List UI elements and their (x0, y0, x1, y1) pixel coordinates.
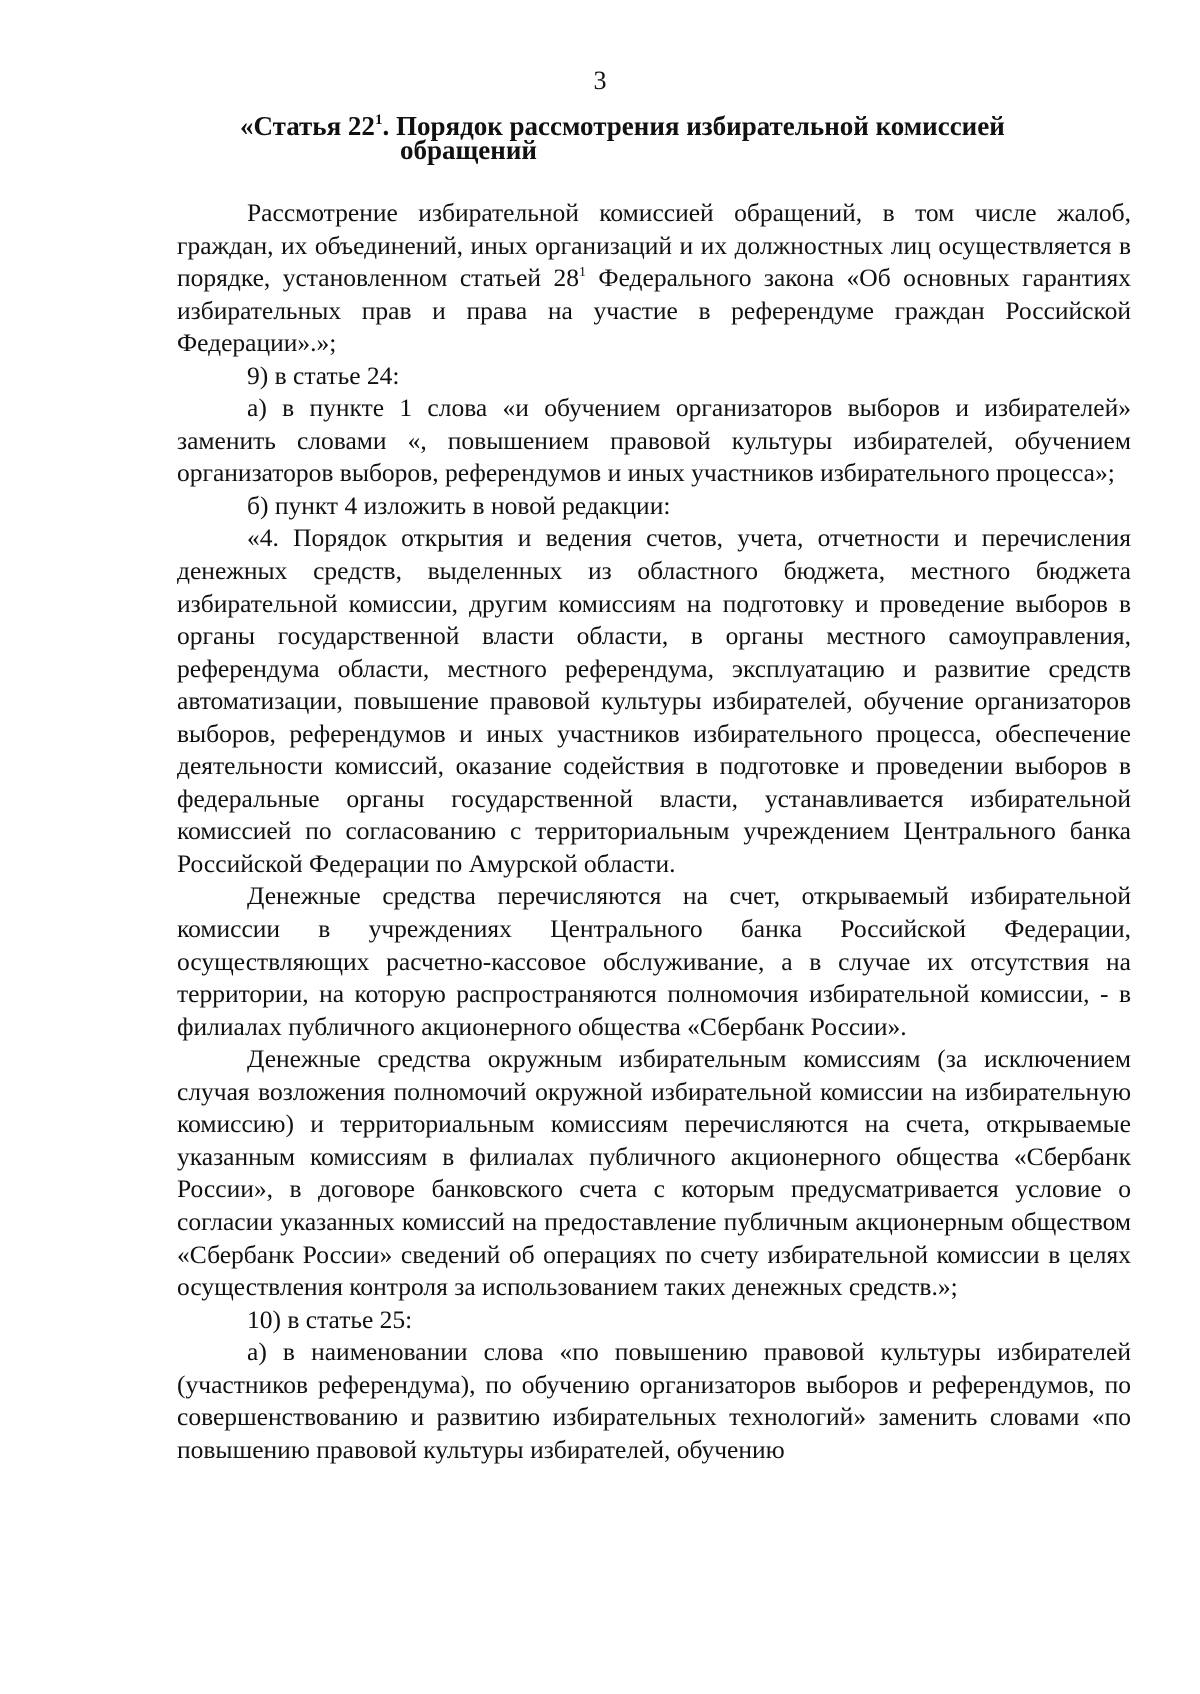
paragraph-consideration-procedure (177, 197, 1131, 360)
article-title (240, 111, 1060, 165)
document-body (177, 197, 1131, 1466)
paragraph-funds-transfer: Денежные средства перечисляются на счет, открываемый избирательной комиссии в учреждениях Центрального банка Российской Федерации, осуществляющих расчетно-кассовое обслуживание, а в случае их отсутствия на территории, на которую распространяются полномочия избирательной комиссии, - в филиалах публичного акционерного общества «Сбербанк России». (177, 881, 1131, 1041)
paragraph-item-9: 9) в статье 24: (247, 360, 400, 390)
paragraph-text: Рассмотрение избирательной комиссией обращений, в том числе жалоб, граждан, их объединений, иных организаций и их должностных лиц осуществляется в порядке, установленном статьей 28 (177, 198, 1131, 293)
paragraph-item-10: 10) в статье 25: (247, 1304, 413, 1334)
paragraph-point-4: «4. Порядок открытия и ведения счетов, учета, отчетности и перечисления денежных средств, выделенных из областного бюджета, местного бюджета избирательной комиссии, другим комиссиям на подготовку и проведение выборов в органы государственной власти области, в органы местного самоуправления, референдума области, местного референдума, эксплуатацию и развитие средств автоматизации, повышение правовой культуры избирателей, обучение организаторов выборов, референдумов и иных участников избирательного процесса, обеспечение деятельности комиссий, оказание содействия в подготовке и проведении выборов в федеральные органы государственной власти, устанавливается избирательной комиссией по согласованию с территориальным учреждением Центрального банка Российской Федерации по Амурской области. (177, 523, 1131, 878)
paragraph-district-commissions: Денежные средства окружным избирательным комиссиям (за исключением случая возложения полномочий окружной избирательной комиссии на избирательную комиссию) и территориальным комиссиям перечисляются на счета, открываемые указанным комиссиям в филиалах публичного акционерного общества «Сбербанк России», в договоре банковского счета с которым предусматривается условие о согласии указанных комиссий на предоставление публичным акционерным обществом «Сбербанк России» сведений об операциях по счету избирательной комиссии в целях осуществления контроля за использованием таких денежных средств.»; (177, 1044, 1131, 1302)
article-superscript: 1 (578, 265, 586, 281)
article-title-prefix: «Статья 22 (240, 111, 375, 141)
article-title-rest: . Порядок рассмотрения избирательной комиссией (382, 111, 1005, 141)
paragraph-item-9a: а) в пункте 1 слова «и обучением организаторов выборов и избирателей» заменить словами «, повышением правовой культуры избирателей, обучением организаторов выборов, референдумов и иных участников избирательного процесса»; (177, 393, 1131, 488)
article-title-line2: обращений (400, 135, 537, 165)
paragraph-text: Федерального закона «Об основных гарантиях избирательных прав и права на участие в референдуме граждан Российской Федерации».»; (177, 263, 1131, 358)
paragraph-item-9b: б) пункт 4 изложить в новой редакции: (247, 490, 671, 520)
article-title-superscript: 1 (374, 112, 383, 128)
page-number: 3 (593, 66, 607, 95)
paragraph-item-10a: а) в наименовании слова «по повышению правовой культуры избирателей (участников референдума), по обучению организаторов выборов и референдумов, по совершенствованию и развитию избирательных технологий» заменить словами «по повышению правовой культуры избирателей, обучению (177, 1337, 1131, 1464)
